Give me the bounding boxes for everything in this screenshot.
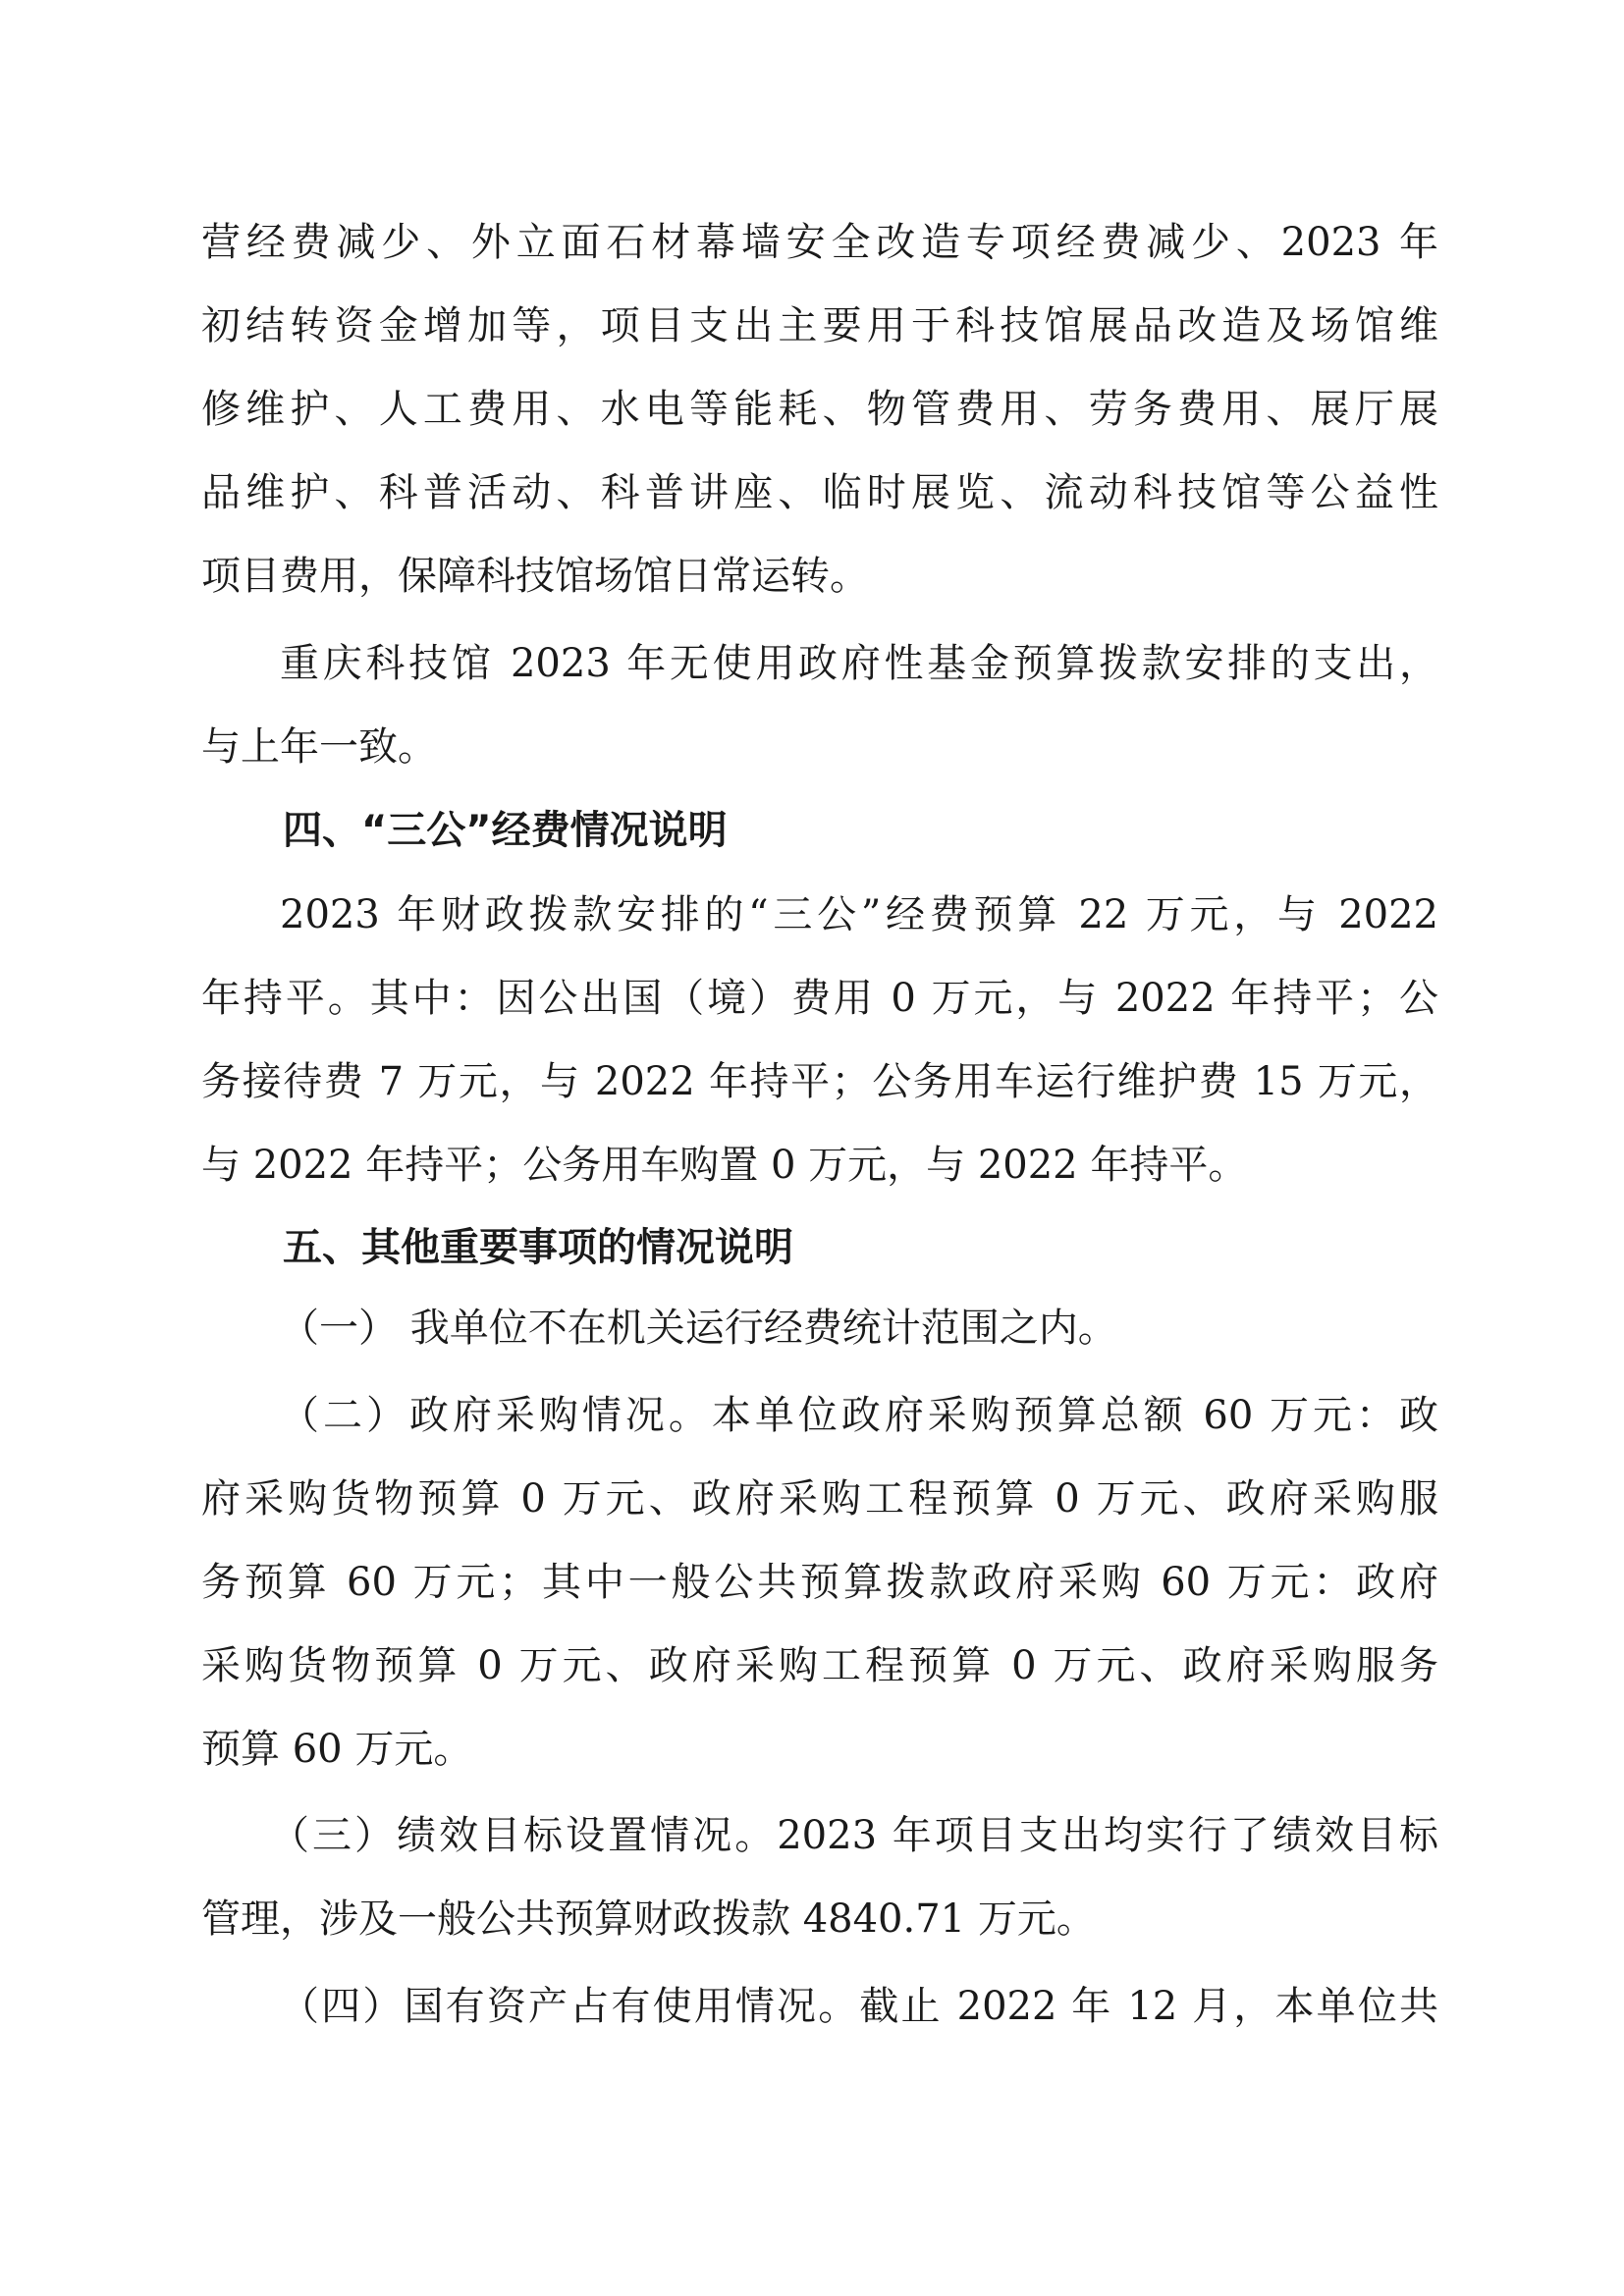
paragraph-line: 与 2022 年持平；公务用车购置 0 万元，与 2022 年持平。: [201, 1143, 1248, 1188]
paragraph-line: （二）政府采购情况。本单位政府采购预算总额 60 万元：政: [280, 1393, 1438, 1438]
paragraph-line: 管理，涉及一般公共预算财政拨款 4840.71 万元。: [201, 1896, 1096, 1942]
paragraph-line: 品维护、科普活动、科普讲座、临时展览、流动科技馆等公益性: [201, 470, 1438, 515]
paragraph-line: 2023 年财政拨款安排的“三公”经费预算 22 万元，与 2022: [280, 892, 1438, 937]
paragraph-line: 重庆科技馆 2023 年无使用政府性基金预算拨款安排的支出，: [280, 641, 1438, 686]
paragraph-line: 务预算 60 万元；其中一般公共预算拨款政府采购 60 万元：政府: [201, 1560, 1438, 1605]
paragraph-line: 修维护、人工费用、水电等能耗、物管费用、劳务费用、展厅展: [201, 387, 1438, 432]
paragraph-line: （四）国有资产占有使用情况。截止 2022 年 12 月，本单位共: [280, 1984, 1438, 2029]
paragraph-line: 初结转资金增加等，项目支出主要用于科技馆展品改造及场馆维: [201, 303, 1438, 348]
paragraph-line: 年持平。其中：因公出国（境）费用 0 万元，与 2022 年持平；公: [201, 976, 1438, 1021]
paragraph-line: 营经费减少、外立面石材幕墙安全改造专项经费减少、2023 年: [201, 220, 1438, 265]
section-heading-five: 五、其他重要事项的情况说明: [283, 1225, 793, 1270]
paragraph-line: 项目费用，保障科技馆场馆日常运转。: [201, 554, 869, 599]
paragraph-line: 府采购货物预算 0 万元、政府采购工程预算 0 万元、政府采购服: [201, 1476, 1438, 1522]
paragraph-line: 与上年一致。: [201, 724, 437, 770]
section-heading-four: 四、“三公”经费情况说明: [283, 808, 728, 853]
paragraph-line: 务接待费 7 万元，与 2022 年持平；公务用车运行维护费 15 万元，: [201, 1059, 1438, 1104]
paragraph-line: 预算 60 万元。: [201, 1727, 473, 1772]
paragraph-line: （三）绩效目标设置情况。2023 年项目支出均实行了绩效目标: [270, 1813, 1438, 1858]
paragraph-line: 采购货物预算 0 万元、政府采购工程预算 0 万元、政府采购服务: [201, 1643, 1438, 1688]
paragraph-line: （一） 我单位不在机关运行经费统计范围之内。: [280, 1306, 1117, 1351]
